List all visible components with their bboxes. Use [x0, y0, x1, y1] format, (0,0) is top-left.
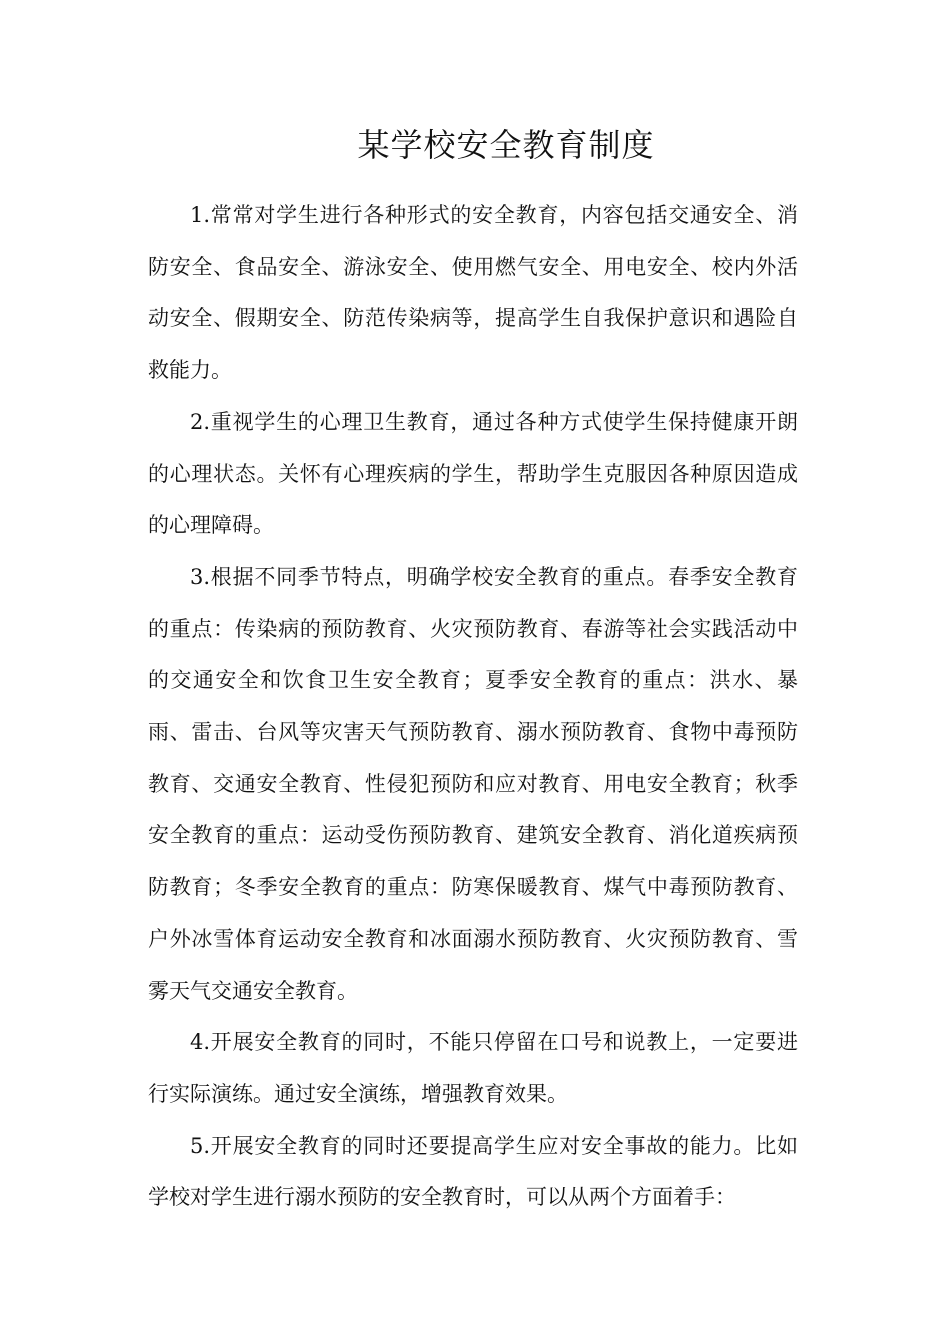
document-body: [148, 190, 798, 1224]
document-title: 某学校安全教育制度: [357, 126, 655, 164]
paragraph-4: 4.开展安全教育的同时，不能只停留在口号和说教上，一定要进行实际演练。通过安全演练，增强教育效果。: [148, 1030, 798, 1106]
paragraph-5: 5.开展安全教育的同时还要提高学生应对安全事故的能力。比如学校对学生进行溺水预防的安全教育时，可以从两个方面着手：: [148, 1133, 798, 1210]
paragraph-3: 3.根据不同季节特点，明确学校安全教育的重点。春季安全教育的重点：传染病的预防教育、火灾预防教育、春游等社会实践活动中的交通安全和饮食卫生安全教育；夏季安全教育的重点：洪水、暴雨、雷击、台风等灾害天气预防教育、溺水预防教育、食物中毒预防教育、交通安全教育、性侵犯预防和应对教育、用电安全教育；秋季安全教育的重点：运动受伤预防教育、建筑安全教育、消化道疾病预防教育；冬季安全教育的重点：防寒保暖教育、煤气中毒预防教育、户外冰雪体育运动安全教育和冰面溺水预防教育、火灾预防教育、雪雾天气交通安全教育。: [148, 564, 798, 1003]
paragraph-2: 2.重视学生的心理卫生教育，通过各种方式使学生保持健康开朗的心理状态。关怀有心理疾病的学生，帮助学生克服因各种原因造成的心理障碍。: [148, 409, 798, 538]
paragraph-1: 1.常常对学生进行各种形式的安全教育，内容包括交通安全、消防安全、食品安全、游泳安全、使用燃气安全、用电安全、校内外活动安全、假期安全、防范传染病等，提高学生自我保护意识和遇险自救能力。: [148, 203, 798, 383]
